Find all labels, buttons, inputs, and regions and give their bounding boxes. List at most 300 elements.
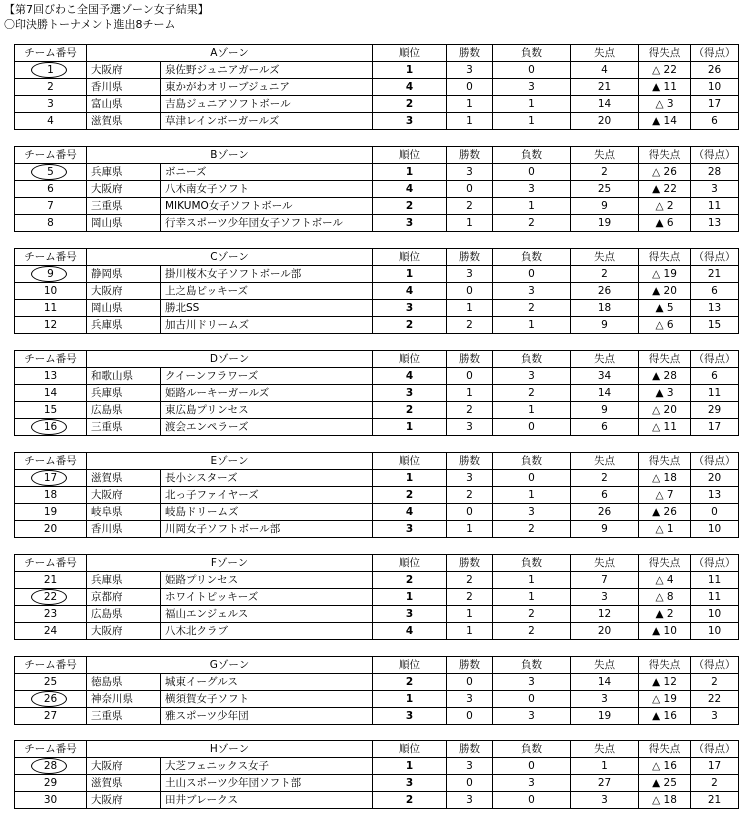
- team-number-cell: [15, 317, 87, 334]
- header-rank: 順位: [373, 453, 447, 470]
- losses: 3: [493, 181, 571, 198]
- team-number: 18: [43, 488, 58, 501]
- table-row: [15, 62, 739, 79]
- header-scored: （得点）: [691, 351, 739, 368]
- losses: 1: [493, 198, 571, 215]
- losses: 0: [493, 62, 571, 79]
- team-number: 22: [43, 590, 58, 603]
- conceded: 20: [571, 113, 639, 130]
- wins: 3: [447, 164, 493, 181]
- team-name: 東広島プリンセス: [161, 402, 373, 419]
- header-wins: 勝数: [447, 555, 493, 572]
- wins: 1: [447, 606, 493, 623]
- wins: 3: [447, 62, 493, 79]
- team-number: 11: [43, 301, 58, 314]
- zone-header-row: [15, 249, 739, 266]
- team-number-cell: [15, 181, 87, 198]
- header-diff: 得失点: [639, 45, 691, 62]
- goal-difference: △ 3: [639, 96, 691, 113]
- goal-difference: △ 18: [639, 470, 691, 487]
- goal-difference: △ 18: [639, 792, 691, 809]
- header-team-no: チーム番号: [15, 147, 87, 164]
- wins: 0: [447, 708, 493, 725]
- conceded: 27: [571, 775, 639, 792]
- table-row: [15, 674, 739, 691]
- scored: 21: [691, 266, 739, 283]
- header-rank: 順位: [373, 351, 447, 368]
- conceded: 9: [571, 317, 639, 334]
- conceded: 2: [571, 470, 639, 487]
- header-team-no: チーム番号: [15, 45, 87, 62]
- zone-header-row: [15, 147, 739, 164]
- prefecture: 大阪府: [87, 623, 161, 640]
- zone-header-row: [15, 741, 739, 758]
- team-name: 岐島ドリームズ: [161, 504, 373, 521]
- team-name: 泉佐野ジュニアガールズ: [161, 62, 373, 79]
- losses: 2: [493, 606, 571, 623]
- rank: 1: [373, 589, 447, 606]
- header-scored: （得点）: [691, 147, 739, 164]
- prefecture: 大阪府: [87, 62, 161, 79]
- team-number: 7: [47, 199, 54, 212]
- header-diff: 得失点: [639, 351, 691, 368]
- header-scored: （得点）: [691, 45, 739, 62]
- goal-difference: △ 20: [639, 402, 691, 419]
- scored: 6: [691, 368, 739, 385]
- team-number-cell: [15, 300, 87, 317]
- conceded: 12: [571, 606, 639, 623]
- team-number-cell: [15, 79, 87, 96]
- rank: 2: [373, 317, 447, 334]
- header-losses: 負数: [493, 657, 571, 674]
- header-wins: 勝数: [447, 351, 493, 368]
- header-conceded: 失点: [571, 555, 639, 572]
- conceded: 21: [571, 79, 639, 96]
- advance-circle-icon: [31, 691, 67, 707]
- table-row: [15, 504, 739, 521]
- wins: 2: [447, 402, 493, 419]
- losses: 0: [493, 266, 571, 283]
- table-row: [15, 470, 739, 487]
- scored: 6: [691, 283, 739, 300]
- prefecture: 岡山県: [87, 215, 161, 232]
- team-name: 福山エンジェルス: [161, 606, 373, 623]
- zone-table: [14, 554, 739, 640]
- team-number: 20: [43, 522, 58, 535]
- scored: 11: [691, 572, 739, 589]
- rank: 2: [373, 572, 447, 589]
- header-rank: 順位: [373, 555, 447, 572]
- losses: 1: [493, 317, 571, 334]
- team-number-cell: [15, 504, 87, 521]
- zone-header-row: [15, 351, 739, 368]
- goal-difference: ▲ 3: [639, 385, 691, 402]
- conceded: 2: [571, 164, 639, 181]
- advance-circle-icon: [31, 758, 67, 774]
- table-row: [15, 215, 739, 232]
- team-number-cell: [15, 606, 87, 623]
- table-row: [15, 775, 739, 792]
- team-number-cell: [15, 96, 87, 113]
- team-number: 14: [43, 386, 58, 399]
- team-number: 2: [47, 80, 54, 93]
- wins: 3: [447, 691, 493, 708]
- wins: 1: [447, 623, 493, 640]
- team-number: 21: [43, 573, 58, 586]
- rank: 4: [373, 283, 447, 300]
- header-losses: 負数: [493, 351, 571, 368]
- team-name: 田井ブレークス: [161, 792, 373, 809]
- team-number: 30: [43, 793, 58, 806]
- header-conceded: 失点: [571, 249, 639, 266]
- zone-header-row: [15, 45, 739, 62]
- header-losses: 負数: [493, 741, 571, 758]
- team-number-cell: [15, 623, 87, 640]
- prefecture: 富山県: [87, 96, 161, 113]
- prefecture: 三重県: [87, 419, 161, 436]
- rank: 3: [373, 385, 447, 402]
- header-diff: 得失点: [639, 555, 691, 572]
- losses: 0: [493, 758, 571, 775]
- table-row: [15, 708, 739, 725]
- table-row: [15, 198, 739, 215]
- goal-difference: △ 19: [639, 691, 691, 708]
- goal-difference: ▲ 5: [639, 300, 691, 317]
- rank: 1: [373, 164, 447, 181]
- goal-difference: ▲ 12: [639, 674, 691, 691]
- losses: 0: [493, 691, 571, 708]
- goal-difference: △ 6: [639, 317, 691, 334]
- table-row: [15, 487, 739, 504]
- header-scored: （得点）: [691, 555, 739, 572]
- zone-name: Bゾーン: [87, 147, 373, 164]
- rank: 3: [373, 606, 447, 623]
- team-number-cell: [15, 792, 87, 809]
- wins: 3: [447, 470, 493, 487]
- header-diff: 得失点: [639, 147, 691, 164]
- team-number-cell: [15, 266, 87, 283]
- conceded: 3: [571, 792, 639, 809]
- table-row: [15, 113, 739, 130]
- losses: 0: [493, 419, 571, 436]
- team-number: 27: [43, 709, 58, 722]
- wins: 3: [447, 792, 493, 809]
- table-row: [15, 521, 739, 538]
- team-number-cell: [15, 402, 87, 419]
- wins: 1: [447, 300, 493, 317]
- wins: 0: [447, 283, 493, 300]
- header-conceded: 失点: [571, 741, 639, 758]
- header-rank: 順位: [373, 249, 447, 266]
- conceded: 34: [571, 368, 639, 385]
- scored: 3: [691, 181, 739, 198]
- table-row: [15, 691, 739, 708]
- table-row: [15, 181, 739, 198]
- goal-difference: △ 11: [639, 419, 691, 436]
- conceded: 9: [571, 402, 639, 419]
- prefecture: 三重県: [87, 198, 161, 215]
- losses: 1: [493, 96, 571, 113]
- conceded: 6: [571, 487, 639, 504]
- rank: 1: [373, 62, 447, 79]
- scored: 22: [691, 691, 739, 708]
- page-subtitle: 〇印決勝トーナメント進出8チーム: [4, 18, 176, 31]
- header-losses: 負数: [493, 249, 571, 266]
- team-name: 勝北SS: [161, 300, 373, 317]
- zone-name: Hゾーン: [87, 741, 373, 758]
- losses: 0: [493, 470, 571, 487]
- wins: 0: [447, 181, 493, 198]
- scored: 2: [691, 775, 739, 792]
- wins: 3: [447, 758, 493, 775]
- losses: 3: [493, 368, 571, 385]
- team-number-cell: [15, 385, 87, 402]
- prefecture: 滋賀県: [87, 775, 161, 792]
- team-name: 姫路プリンセス: [161, 572, 373, 589]
- losses: 1: [493, 113, 571, 130]
- conceded: 14: [571, 385, 639, 402]
- wins: 0: [447, 79, 493, 96]
- team-number-cell: [15, 487, 87, 504]
- conceded: 19: [571, 708, 639, 725]
- table-row: [15, 589, 739, 606]
- zone-name: Fゾーン: [87, 555, 373, 572]
- prefecture: 大阪府: [87, 487, 161, 504]
- conceded: 14: [571, 674, 639, 691]
- team-number-cell: [15, 572, 87, 589]
- team-name: 八木北クラブ: [161, 623, 373, 640]
- table-row: [15, 317, 739, 334]
- team-name: 八木南女子ソフト: [161, 181, 373, 198]
- team-number: 4: [47, 114, 54, 127]
- prefecture: 香川県: [87, 79, 161, 96]
- scored: 3: [691, 708, 739, 725]
- prefecture: 香川県: [87, 521, 161, 538]
- scored: 11: [691, 589, 739, 606]
- prefecture: 兵庫県: [87, 164, 161, 181]
- table-row: [15, 758, 739, 775]
- prefecture: 兵庫県: [87, 385, 161, 402]
- goal-difference: △ 26: [639, 164, 691, 181]
- scored: 13: [691, 300, 739, 317]
- team-number: 1: [47, 63, 54, 76]
- team-name: MIKUMO女子ソフトボール: [161, 198, 373, 215]
- table-row: [15, 623, 739, 640]
- rank: 3: [373, 775, 447, 792]
- page-title: 【第7回びわこ全国予選ゾーン女子結果】: [4, 3, 209, 16]
- team-name: 川岡女子ソフトボール部: [161, 521, 373, 538]
- header-conceded: 失点: [571, 351, 639, 368]
- table-row: [15, 300, 739, 317]
- table-row: [15, 79, 739, 96]
- team-number: 23: [43, 607, 58, 620]
- conceded: 2: [571, 266, 639, 283]
- scored: 11: [691, 385, 739, 402]
- goal-difference: ▲ 16: [639, 708, 691, 725]
- rank: 3: [373, 215, 447, 232]
- scored: 10: [691, 79, 739, 96]
- team-number-cell: [15, 691, 87, 708]
- wins: 0: [447, 775, 493, 792]
- header-rank: 順位: [373, 45, 447, 62]
- advance-circle-icon: [31, 62, 67, 78]
- team-name: 大芝フェニックス女子: [161, 758, 373, 775]
- header-rank: 順位: [373, 741, 447, 758]
- losses: 1: [493, 487, 571, 504]
- team-name: 渡会エンペラーズ: [161, 419, 373, 436]
- advance-circle-icon: [31, 589, 67, 605]
- team-number: 17: [43, 471, 58, 484]
- table-row: [15, 283, 739, 300]
- header-wins: 勝数: [447, 45, 493, 62]
- losses: 3: [493, 775, 571, 792]
- conceded: 3: [571, 589, 639, 606]
- zone-table: [14, 146, 739, 232]
- prefecture: 滋賀県: [87, 470, 161, 487]
- header-scored: （得点）: [691, 249, 739, 266]
- rank: 4: [373, 368, 447, 385]
- header-wins: 勝数: [447, 249, 493, 266]
- header-losses: 負数: [493, 147, 571, 164]
- team-number-cell: [15, 521, 87, 538]
- team-name: 雅スポーツ少年団: [161, 708, 373, 725]
- header-team-no: チーム番号: [15, 741, 87, 758]
- team-number-cell: [15, 113, 87, 130]
- header-team-no: チーム番号: [15, 555, 87, 572]
- scored: 29: [691, 402, 739, 419]
- prefecture: 大阪府: [87, 758, 161, 775]
- team-number-cell: [15, 708, 87, 725]
- conceded: 14: [571, 96, 639, 113]
- prefecture: 大阪府: [87, 283, 161, 300]
- team-name: 上之島ピッキーズ: [161, 283, 373, 300]
- goal-difference: △ 2: [639, 198, 691, 215]
- goal-difference: △ 22: [639, 62, 691, 79]
- header-wins: 勝数: [447, 453, 493, 470]
- conceded: 4: [571, 62, 639, 79]
- rank: 4: [373, 623, 447, 640]
- goal-difference: ▲ 20: [639, 283, 691, 300]
- goal-difference: △ 4: [639, 572, 691, 589]
- conceded: 9: [571, 521, 639, 538]
- header-team-no: チーム番号: [15, 657, 87, 674]
- losses: 0: [493, 164, 571, 181]
- wins: 2: [447, 487, 493, 504]
- rank: 2: [373, 674, 447, 691]
- team-name: 姫路ルーキーガールズ: [161, 385, 373, 402]
- team-number-cell: [15, 589, 87, 606]
- team-number: 5: [47, 165, 54, 178]
- team-number-cell: [15, 283, 87, 300]
- prefecture: 徳島県: [87, 674, 161, 691]
- header-rank: 順位: [373, 147, 447, 164]
- header-team-no: チーム番号: [15, 249, 87, 266]
- losses: 1: [493, 402, 571, 419]
- rank: 3: [373, 113, 447, 130]
- header-diff: 得失点: [639, 657, 691, 674]
- header-losses: 負数: [493, 555, 571, 572]
- conceded: 20: [571, 623, 639, 640]
- rank: 1: [373, 419, 447, 436]
- team-number-cell: [15, 62, 87, 79]
- prefecture: 静岡県: [87, 266, 161, 283]
- wins: 1: [447, 215, 493, 232]
- wins: 2: [447, 589, 493, 606]
- header-wins: 勝数: [447, 147, 493, 164]
- header-wins: 勝数: [447, 741, 493, 758]
- header-diff: 得失点: [639, 249, 691, 266]
- zone-header-row: [15, 657, 739, 674]
- rank: 2: [373, 792, 447, 809]
- team-name: 城東イーグルス: [161, 674, 373, 691]
- wins: 0: [447, 504, 493, 521]
- table-row: [15, 164, 739, 181]
- conceded: 7: [571, 572, 639, 589]
- zone-header-row: [15, 555, 739, 572]
- header-losses: 負数: [493, 45, 571, 62]
- header-conceded: 失点: [571, 657, 639, 674]
- team-name: 横須賀女子ソフト: [161, 691, 373, 708]
- goal-difference: △ 7: [639, 487, 691, 504]
- header-wins: 勝数: [447, 657, 493, 674]
- team-number: 24: [43, 624, 58, 637]
- goal-difference: △ 8: [639, 589, 691, 606]
- team-number-cell: [15, 215, 87, 232]
- prefecture: 広島県: [87, 402, 161, 419]
- header-diff: 得失点: [639, 741, 691, 758]
- scored: 10: [691, 521, 739, 538]
- wins: 2: [447, 317, 493, 334]
- scored: 17: [691, 419, 739, 436]
- conceded: 3: [571, 691, 639, 708]
- team-name: ホワイトピッキーズ: [161, 589, 373, 606]
- prefecture: 広島県: [87, 606, 161, 623]
- rank: 2: [373, 198, 447, 215]
- team-number: 19: [43, 505, 58, 518]
- team-number: 28: [43, 759, 58, 772]
- wins: 3: [447, 266, 493, 283]
- losses: 2: [493, 300, 571, 317]
- rank: 3: [373, 708, 447, 725]
- scored: 17: [691, 96, 739, 113]
- header-scored: （得点）: [691, 657, 739, 674]
- table-row: [15, 385, 739, 402]
- rank: 2: [373, 402, 447, 419]
- goal-difference: ▲ 14: [639, 113, 691, 130]
- team-name: 加古川ドリームズ: [161, 317, 373, 334]
- team-number-cell: [15, 198, 87, 215]
- table-row: [15, 572, 739, 589]
- header-team-no: チーム番号: [15, 453, 87, 470]
- scored: 6: [691, 113, 739, 130]
- prefecture: 三重県: [87, 708, 161, 725]
- team-name: 草津レインボーガールズ: [161, 113, 373, 130]
- scored: 13: [691, 215, 739, 232]
- rank: 1: [373, 691, 447, 708]
- losses: 3: [493, 79, 571, 96]
- team-name: 吉島ジュニアソフトボール: [161, 96, 373, 113]
- losses: 1: [493, 572, 571, 589]
- zone-name: Gゾーン: [87, 657, 373, 674]
- losses: 3: [493, 708, 571, 725]
- wins: 0: [447, 368, 493, 385]
- goal-difference: ▲ 22: [639, 181, 691, 198]
- zone-table: [14, 44, 739, 130]
- team-number: 29: [43, 776, 58, 789]
- rank: 1: [373, 470, 447, 487]
- table-row: [15, 96, 739, 113]
- zone-table: [14, 248, 739, 334]
